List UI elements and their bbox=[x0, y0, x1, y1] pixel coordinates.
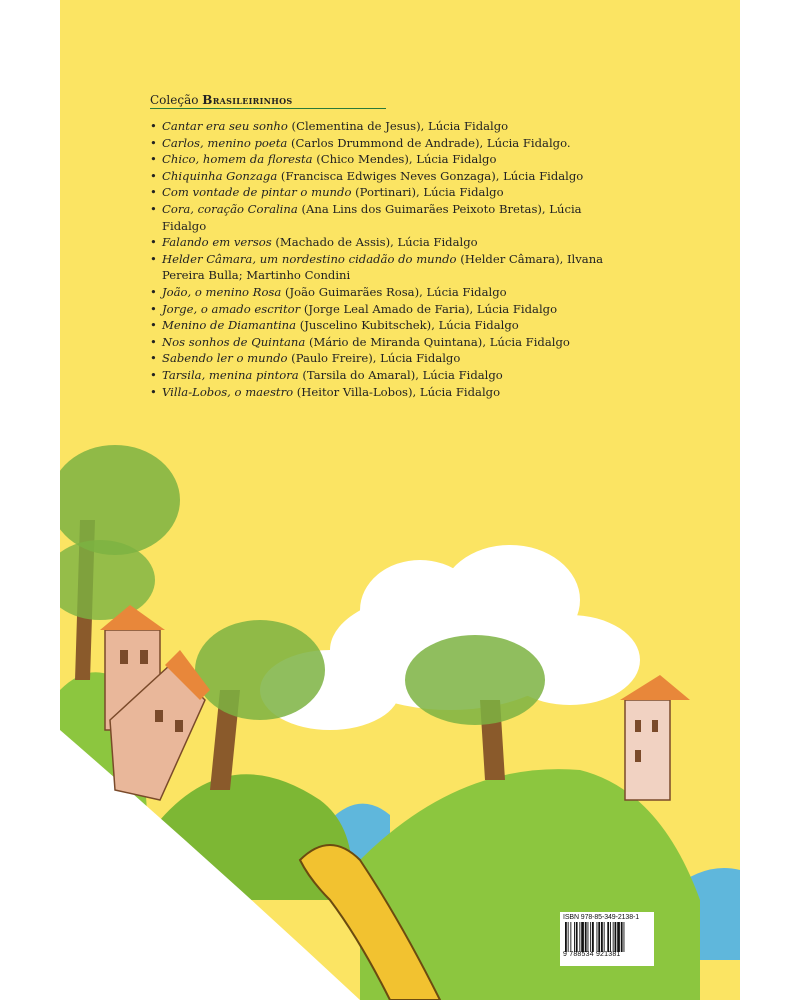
back-cover bbox=[60, 0, 740, 1000]
barcode-bar bbox=[624, 922, 625, 952]
book-list-item bbox=[150, 384, 620, 401]
book-title: João, o menino Rosa bbox=[162, 284, 282, 299]
book-list-item bbox=[150, 201, 620, 234]
book-details: (Mário de Miranda Quintana), Lúcia Fidalgo bbox=[305, 334, 570, 349]
book-list-item bbox=[150, 118, 620, 135]
barcode-bar bbox=[581, 922, 584, 952]
book-details: (Paulo Freire), Lúcia Fidalgo bbox=[287, 351, 461, 366]
book-list-item bbox=[150, 251, 620, 284]
book-title: Falando em versos bbox=[162, 235, 272, 250]
book-details: (Juscelino Kubitschek), Lúcia Fidalgo bbox=[296, 318, 519, 333]
barcode-bar bbox=[617, 922, 620, 952]
book-list-item bbox=[150, 135, 620, 152]
barcode-bar bbox=[615, 922, 617, 952]
book-title: Sabendo ler o mundo bbox=[162, 351, 288, 366]
book-list-item bbox=[150, 367, 620, 384]
book-details: (Jorge Leal Amado de Faria), Lúcia Fidalgo bbox=[300, 301, 558, 316]
barcode-bar bbox=[597, 922, 598, 952]
book-details: (Ana Lins dos Guimarães Peixoto Bretas), Lúcia Fidalgo bbox=[162, 201, 582, 233]
collection-prefix: Coleção bbox=[150, 93, 199, 107]
book-title: Helder Câmara, um nordestino cidadão do mundo bbox=[162, 251, 457, 266]
book-list-item bbox=[150, 284, 620, 301]
book-title: Tarsila, menina pintora bbox=[162, 367, 299, 382]
book-list-item bbox=[150, 301, 620, 318]
book-list-item bbox=[150, 151, 620, 168]
book-title: Com vontade de pintar o mundo bbox=[162, 185, 352, 200]
barcode-bar bbox=[590, 922, 591, 952]
barcode-bar bbox=[621, 922, 623, 952]
barcode-bar bbox=[579, 922, 580, 952]
isbn-barcode bbox=[560, 912, 654, 966]
barcode-digits: 9 788534 921381 bbox=[563, 951, 621, 958]
book-details: (Clementina de Jesus), Lúcia Fidalgo bbox=[287, 119, 509, 133]
barcode-bar bbox=[570, 922, 571, 952]
book-list bbox=[150, 118, 620, 400]
book-list-item bbox=[150, 334, 620, 351]
book-list-item bbox=[150, 234, 620, 251]
book-details: (Francisca Edwiges Neves Gonzaga), Lúcia Fidalgo bbox=[277, 168, 584, 183]
book-details: (Machado de Assis), Lúcia Fidalgo bbox=[271, 235, 478, 250]
book-title: Villa-Lobos, o maestro bbox=[162, 384, 294, 399]
barcode-bar bbox=[574, 922, 575, 952]
book-title: Chico, homem da floresta bbox=[162, 152, 313, 167]
barcode-bars bbox=[563, 922, 651, 952]
barcode-bar bbox=[565, 922, 567, 952]
book-title: Carlos, menino poeta bbox=[162, 135, 288, 150]
barcode-bar bbox=[568, 922, 569, 952]
barcode-bar bbox=[585, 922, 587, 952]
barcode-bar bbox=[576, 922, 578, 952]
book-title: Nos sonhos de Quintana bbox=[162, 334, 306, 349]
title-underline bbox=[150, 108, 386, 109]
book-list-item bbox=[150, 168, 620, 185]
book-details: (Chico Mendes), Lúcia Fidalgo bbox=[312, 152, 497, 167]
book-details: (João Guimarães Rosa), Lúcia Fidalgo bbox=[281, 284, 507, 299]
collection-title bbox=[150, 93, 386, 107]
barcode-bar bbox=[613, 922, 614, 952]
book-details: (Heitor Villa-Lobos), Lúcia Fidalgo bbox=[293, 384, 501, 399]
tree-middle bbox=[195, 620, 325, 790]
barcode-bar bbox=[610, 922, 611, 952]
book-list-item bbox=[150, 317, 620, 334]
barcode-bar bbox=[601, 922, 603, 952]
book-details: (Tarsila do Amaral), Lúcia Fidalgo bbox=[298, 367, 503, 382]
barcode-bar bbox=[588, 922, 589, 952]
book-list-item bbox=[150, 184, 620, 201]
barcode-bar bbox=[592, 922, 594, 952]
barcode-bar bbox=[604, 922, 605, 952]
book-title: Menino de Diamantina bbox=[162, 318, 297, 333]
barcode-bar bbox=[598, 922, 600, 952]
collection-series-name: Brasileirinhos bbox=[202, 93, 293, 107]
book-details: (Portinari), Lúcia Fidalgo bbox=[351, 185, 504, 200]
isbn-label: ISBN 978-85-349-2138-1 bbox=[563, 914, 640, 921]
book-details: (Helder Câmara), Ilvana Pereira Bulla; Martinho Condini bbox=[162, 251, 604, 283]
house-right bbox=[620, 675, 690, 800]
tree-right bbox=[405, 635, 545, 780]
book-details: (Carlos Drummond de Andrade), Lúcia Fidalgo. bbox=[287, 135, 571, 150]
book-title: Chiquinha Gonzaga bbox=[162, 168, 278, 183]
book-title: Jorge, o amado escritor bbox=[162, 301, 301, 316]
book-title: Cora, coração Coralina bbox=[162, 201, 298, 216]
book-title: Cantar era seu sonho bbox=[162, 119, 288, 133]
book-list-item bbox=[150, 350, 620, 367]
barcode-bar bbox=[607, 922, 609, 952]
